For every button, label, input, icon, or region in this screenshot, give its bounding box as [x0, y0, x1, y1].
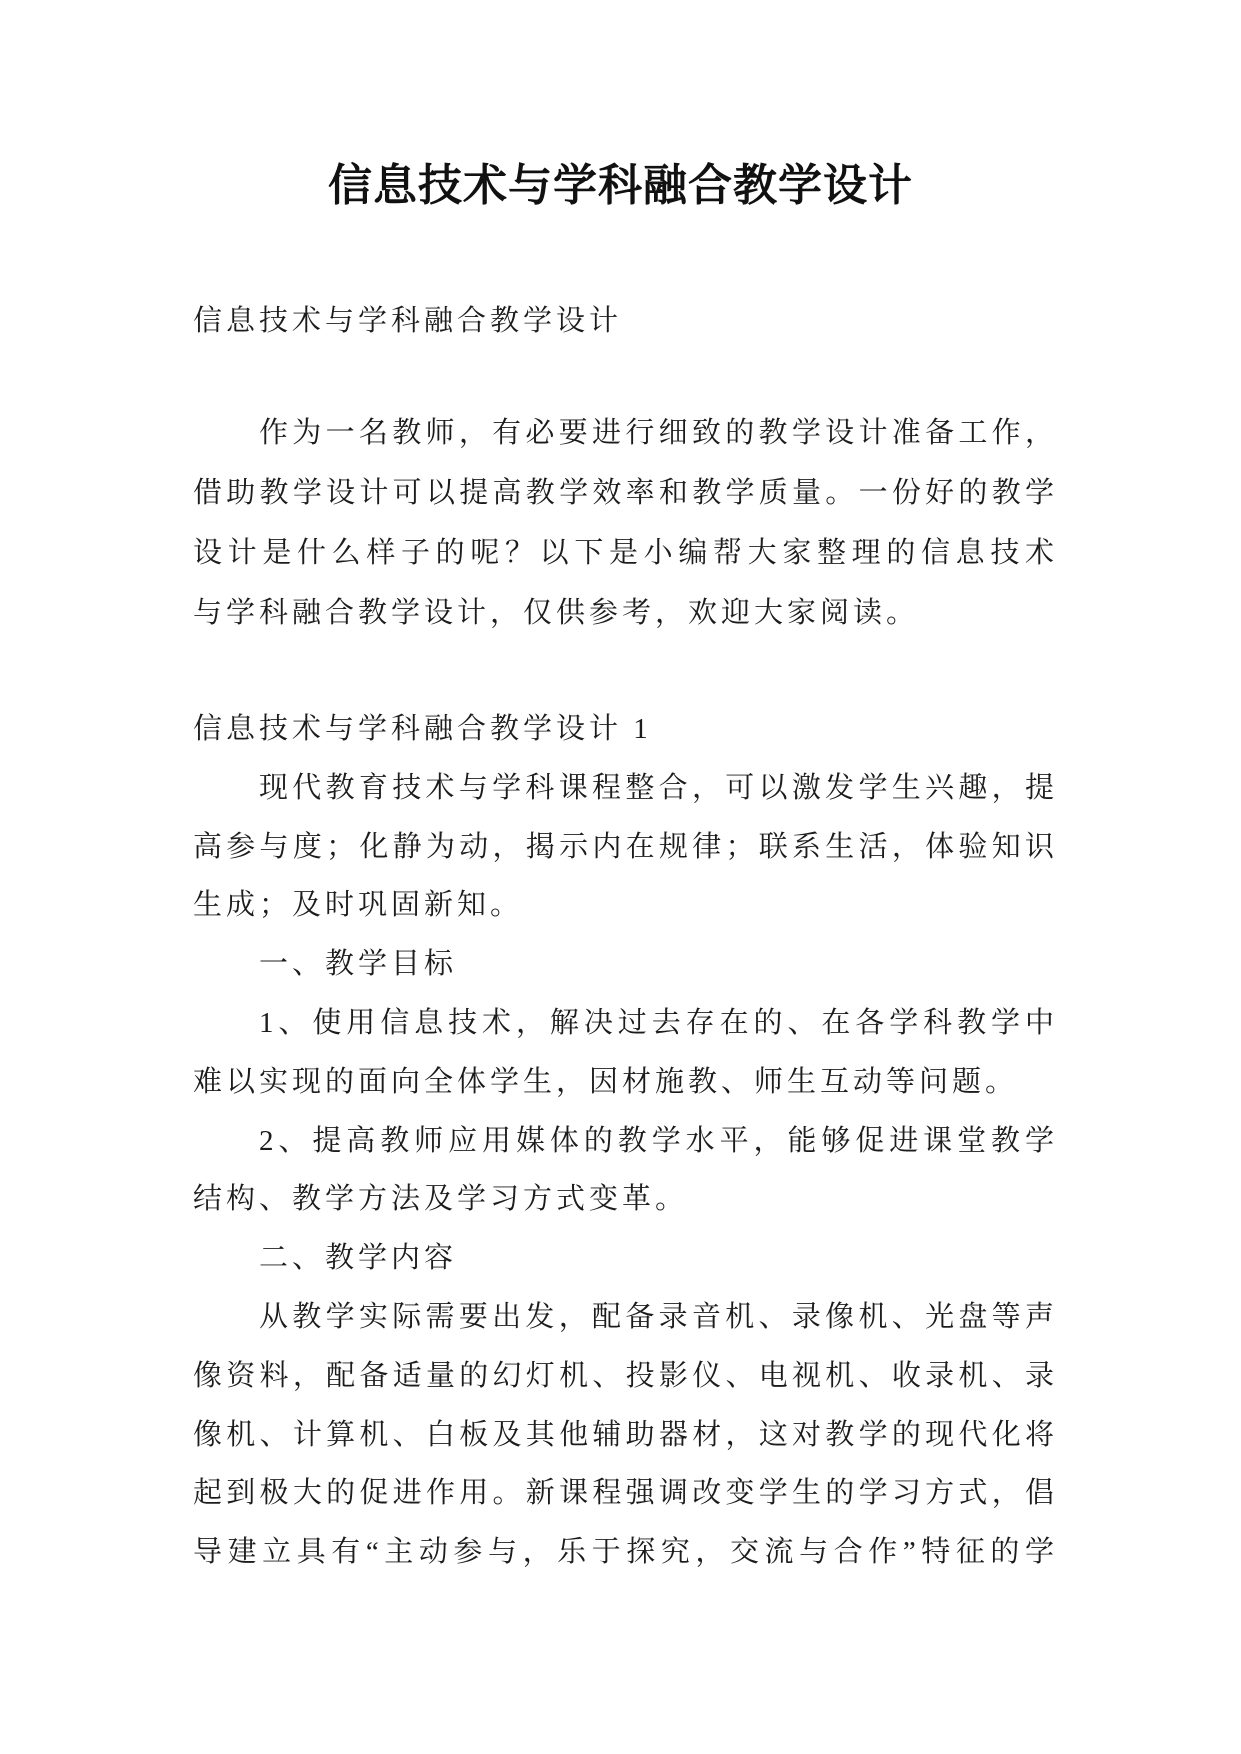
paragraph-line: 从教学实际需要出发，配备录音机、录像机、光盘等声: [259, 1300, 1058, 1333]
paragraph-line: 像机、计算机、白板及其他辅助器材，这对教学的现代化将: [193, 1418, 1058, 1451]
paragraph-line: 结构、教学方法及学习方式变革。: [193, 1183, 689, 1216]
paragraph-line: 设计是什么样子的呢？以下是小编帮大家整理的信息技术: [193, 537, 1058, 569]
paragraph-line: 借助教学设计可以提高教学效率和教学质量。一份好的教学: [193, 477, 1058, 509]
document-subtitle: 信息技术与学科融合教学设计: [193, 305, 623, 337]
paragraph-line: 1、使用信息技术，解决过去存在的、在各学科教学中: [259, 1006, 1058, 1039]
paragraph-line: 现代教育技术与学科课程整合，可以激发学生兴趣，提: [259, 771, 1058, 804]
paragraph-line: 作为一名教师，有必要进行细致的教学设计准备工作，: [259, 417, 1058, 449]
subsection-heading-content: [193, 1229, 1058, 1288]
paragraph-line: 二、教学内容: [259, 1242, 458, 1275]
paragraph-line: 一、教学目标: [259, 948, 458, 981]
section-paragraph: [193, 1112, 1058, 1230]
section-paragraph: [193, 759, 1058, 935]
section-1: [193, 700, 1058, 1582]
paragraph-line: 起到极大的促进作用。新课程强调改变学生的学习方式，倡: [193, 1477, 1058, 1510]
paragraph-line: 2、提高教师应用媒体的教学水平，能够促进课堂教学: [259, 1124, 1058, 1157]
section-paragraph: [193, 1288, 1058, 1582]
paragraph-line: 像资料，配备适量的幻灯机、投影仪、电视机、收录机、录: [193, 1359, 1058, 1392]
document-title: 信息技术与学科融合教学设计: [328, 160, 913, 211]
paragraph-line: 高参与度；化静为动，揭示内在规律；联系生活，体验知识: [193, 830, 1058, 863]
document-subtitle-block: [193, 291, 1058, 351]
paragraph-line: 生成；及时巩固新知。: [193, 889, 524, 922]
paragraph-line: 导建立具有“主动参与，乐于探究，交流与合作”特征的学: [193, 1536, 1058, 1569]
paragraph-line: 与学科融合教学设计，仅供参考，欢迎大家阅读。: [193, 597, 920, 629]
intro-paragraph: [193, 403, 1058, 643]
section-heading: 信息技术与学科融合教学设计 1: [193, 713, 652, 745]
paragraph-line: 难以实现的面向全体学生，因材施教、师生互动等问题。: [193, 1065, 1019, 1098]
subsection-heading-goals: [193, 935, 1058, 994]
section-paragraph: [193, 994, 1058, 1112]
